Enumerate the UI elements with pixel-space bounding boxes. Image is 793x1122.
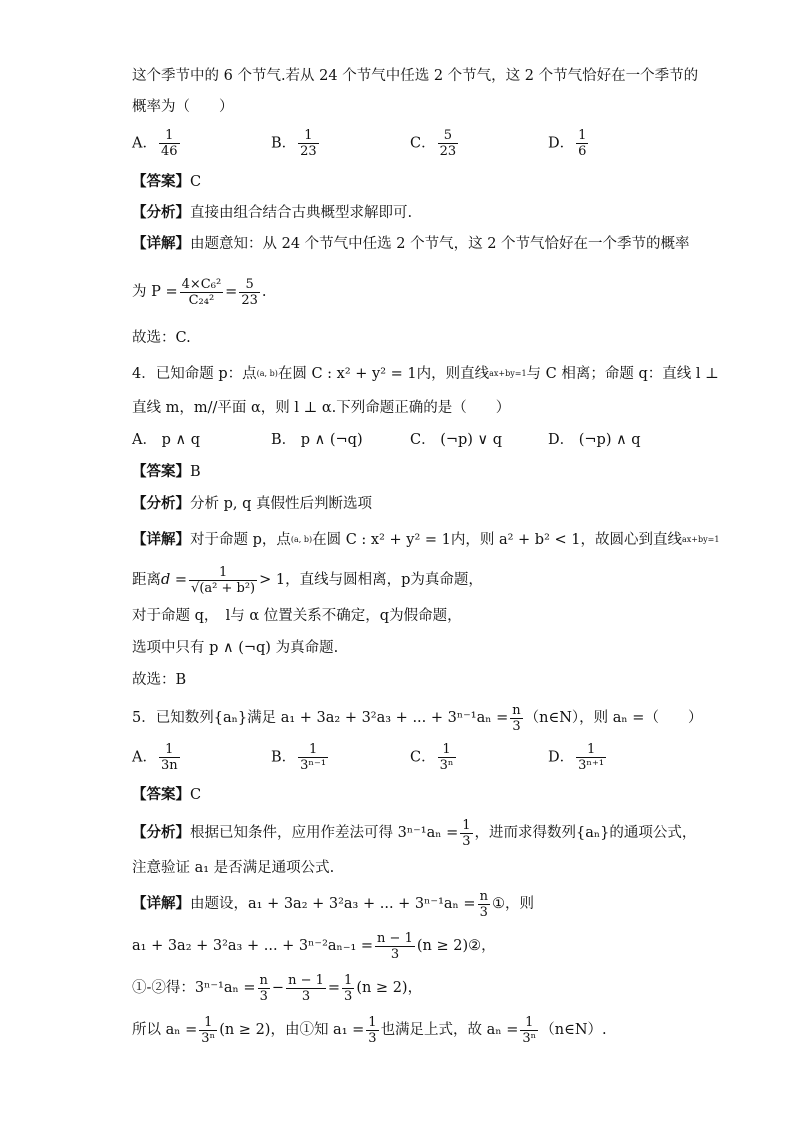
q5-option-a: A． $\frac{1}{3n}$ [132, 742, 178, 773]
q5-option-d: D． $\frac{1}{\text{3ⁿ⁺¹}}$ [548, 742, 605, 773]
q5-equation2: a₁ + 3a₂ + 3²a₃ + ... + 3ⁿ⁻²aₙ₋₁ = $\frac{n - 1}{3}$ (n ≥ 2)②， [132, 930, 496, 962]
q5-equation3: ①-②得：3ⁿ⁻¹aₙ = $\frac{n}{3}$ − $\frac{n - 1}{3}$ = $\frac{1}{3}$ (n ≥ 2)， [132, 972, 423, 1004]
q5-analysis-line1: 【分析】根据已知条件，应用作差法可得 3ⁿ⁻¹aₙ = $\frac{1}{3}$ ，进而求得数列{aₙ}的通项公式， [132, 817, 697, 849]
q4-option-b: B． p ∧ (¬q) [271, 432, 363, 448]
q3-option-b: B． $\frac{1}{23}$ [271, 128, 317, 159]
q5-option-b: B． $\frac{1}{\text{3ⁿ⁻¹}}$ [271, 742, 327, 773]
q4-analysis: 【分析】分析 p, q 真假性后判断选项 [132, 495, 372, 512]
q4-option-a: A． p ∧ q [132, 432, 200, 448]
q4-stem-line2: 直线 m，m//平面 α，则 l ⊥ α.下列命题正确的是（ ） [132, 400, 511, 416]
q3-detail-line2: 为 P = $\frac{\text{4×C₆²}}{\text{C₂₄²}}$ = $\frac{5}{23}$ . [132, 276, 267, 308]
q4-q-line: 对于命题 q， l与 α 位置关系不确定，q为假命题， [132, 608, 462, 624]
q5-option-c: C． $\frac{1}{\text{3ⁿ}}$ [410, 742, 454, 773]
q5-detail-line1: 【详解】由题设，a₁ + 3a₂ + 3²a₃ + ... + 3ⁿ⁻¹aₙ = $\frac{n}{3}$ ①，则 [132, 888, 534, 920]
q5-analysis-line2: 注意验证 a₁ 是否满足通项公式. [132, 860, 335, 876]
q4-detail-line1: 【详解】对于命题 p，点(a, b)在圆 C : x² + y² = 1内，则 a² + b² < 1，故圆心到直线ax+by=1 [132, 531, 720, 548]
q3-option-c: C． $\frac{5}{23}$ [410, 128, 457, 159]
q4-only-line: 选项中只有 p ∧ (¬q) 为真命题. [132, 640, 339, 656]
q4-stem-line1: 4．已知命题 p：点(a, b)在圆 C : x² + y² = 1内，则直线ax+by=1与 C 相离；命题 q：直线 l ⊥ [132, 366, 719, 382]
q3-conclusion: 故选：C. [132, 330, 191, 346]
q3-stem-line1: 这个季节中的 6 个节气.若从 24 个节气中任选 2 个节气，这 2 个节气恰好在一个季节的 [132, 68, 699, 84]
q3-option-a: A． $\frac{1}{46}$ [132, 128, 178, 159]
q3-detail-line1: 【详解】由题意知：从 24 个节气中任选 2 个节气，这 2 个节气恰好在一个季节的概率 [132, 235, 690, 252]
q5-stem: 5．已知数列{aₙ}满足 a₁ + 3a₂ + 3²a₃ + ... + 3ⁿ⁻¹aₙ = $\frac{n}{3}$ （n∈N），则 aₙ =（ ） [132, 702, 703, 734]
q3-analysis: 【分析】直接由组合结合古典概型求解即可. [132, 204, 413, 221]
q3-answer: 【答案】C [132, 173, 202, 190]
q4-conclusion: 故选：B [132, 672, 187, 688]
q4-option-c: C． (¬p) ∨ q [410, 432, 503, 448]
q4-option-d: D． (¬p) ∧ q [548, 432, 641, 448]
q3-stem-line2: 概率为（ ） [132, 99, 234, 115]
q4-answer: 【答案】B [132, 463, 201, 480]
q3-option-d: D． $\frac{1}{6}$ [548, 128, 587, 159]
q5-answer: 【答案】C [132, 786, 202, 803]
q5-equation4: 所以 aₙ = $\frac{1}{\text{3ⁿ}}$ (n ≥ 2)，由①知 a₁ = $\frac{1}{3}$ 也满足上式，故 aₙ = $\frac{1}{\text{3ⁿ}}$ （n∈N）. [132, 1014, 607, 1046]
q4-distance-line: 距离d = $\frac{1}{\text{√(a² + b²)}}$ > 1，直线与圆相离，p为真命题， [132, 564, 483, 596]
